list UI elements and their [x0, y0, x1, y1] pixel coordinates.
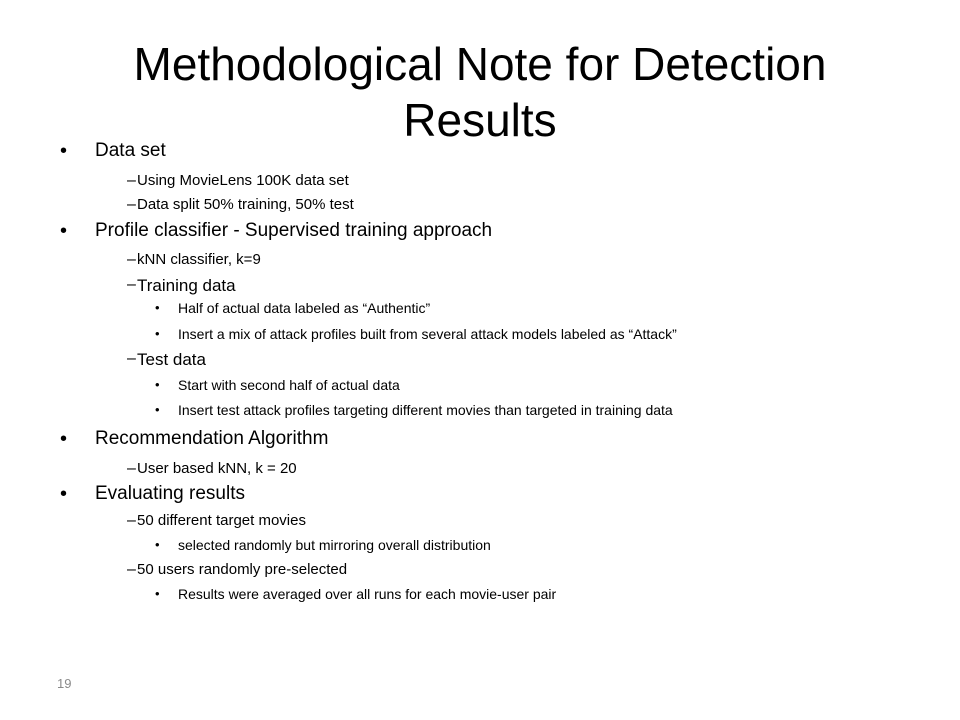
- sub-sub-bullet-text: selected randomly but mirroring overall distribution: [178, 537, 491, 553]
- sub-bullet-text: kNN classifier, k=9: [137, 251, 261, 268]
- bullet-marker: •: [155, 326, 160, 341]
- dash-marker: –: [127, 251, 136, 268]
- sub-bullet-text: Data split 50% training, 50% test: [137, 196, 354, 213]
- dash-marker: –: [127, 350, 136, 367]
- bullet-marker: •: [155, 586, 160, 601]
- sub-sub-bullet-text: Start with second half of actual data: [178, 377, 400, 393]
- dash-marker: –: [127, 172, 136, 189]
- page-number: 19: [57, 676, 72, 691]
- bullet-text: Evaluating results: [95, 483, 245, 504]
- bullet-marker: •: [60, 428, 68, 450]
- sub-sub-bullet-text: Insert test attack profiles targeting different movies than targeted in training data: [178, 402, 673, 418]
- slide-title: Methodological Note for Detection Results: [133, 38, 827, 146]
- bullet-marker: •: [155, 537, 160, 552]
- sub-bullet-text: 50 users randomly pre-selected: [137, 561, 348, 578]
- bullet-text: Profile classifier - Supervised training approach: [95, 220, 493, 241]
- bullet-text: Recommendation Algorithm: [95, 428, 329, 449]
- sub-bullet-text: Using MovieLens 100K data set: [137, 172, 349, 189]
- sub-bullet-text: Test data: [137, 350, 206, 369]
- sub-bullet-text: User based kNN, k = 20: [137, 460, 297, 477]
- dash-marker: –: [127, 276, 136, 293]
- sub-bullet-text: 50 different target movies: [137, 512, 306, 529]
- dash-marker: –: [127, 561, 136, 578]
- sub-bullet-text: Training data: [137, 276, 236, 295]
- sub-sub-bullet-text: Results were averaged over all runs for each movie-user pair: [178, 586, 557, 602]
- bullet-marker: •: [155, 402, 160, 417]
- dash-marker: –: [127, 460, 136, 477]
- bullet-marker: •: [60, 220, 68, 242]
- bullet-marker: •: [155, 377, 160, 392]
- bullet-marker: •: [155, 300, 160, 315]
- bullet-marker: •: [60, 140, 68, 162]
- sub-sub-bullet-text: Half of actual data labeled as “Authentic”: [178, 300, 431, 316]
- dash-marker: –: [127, 196, 136, 213]
- bullet-text: Data set: [95, 140, 166, 161]
- dash-marker: –: [127, 512, 136, 529]
- sub-sub-bullet-text: Insert a mix of attack profiles built from several attack models labeled as “Attack”: [178, 326, 677, 342]
- bullet-marker: •: [60, 483, 68, 505]
